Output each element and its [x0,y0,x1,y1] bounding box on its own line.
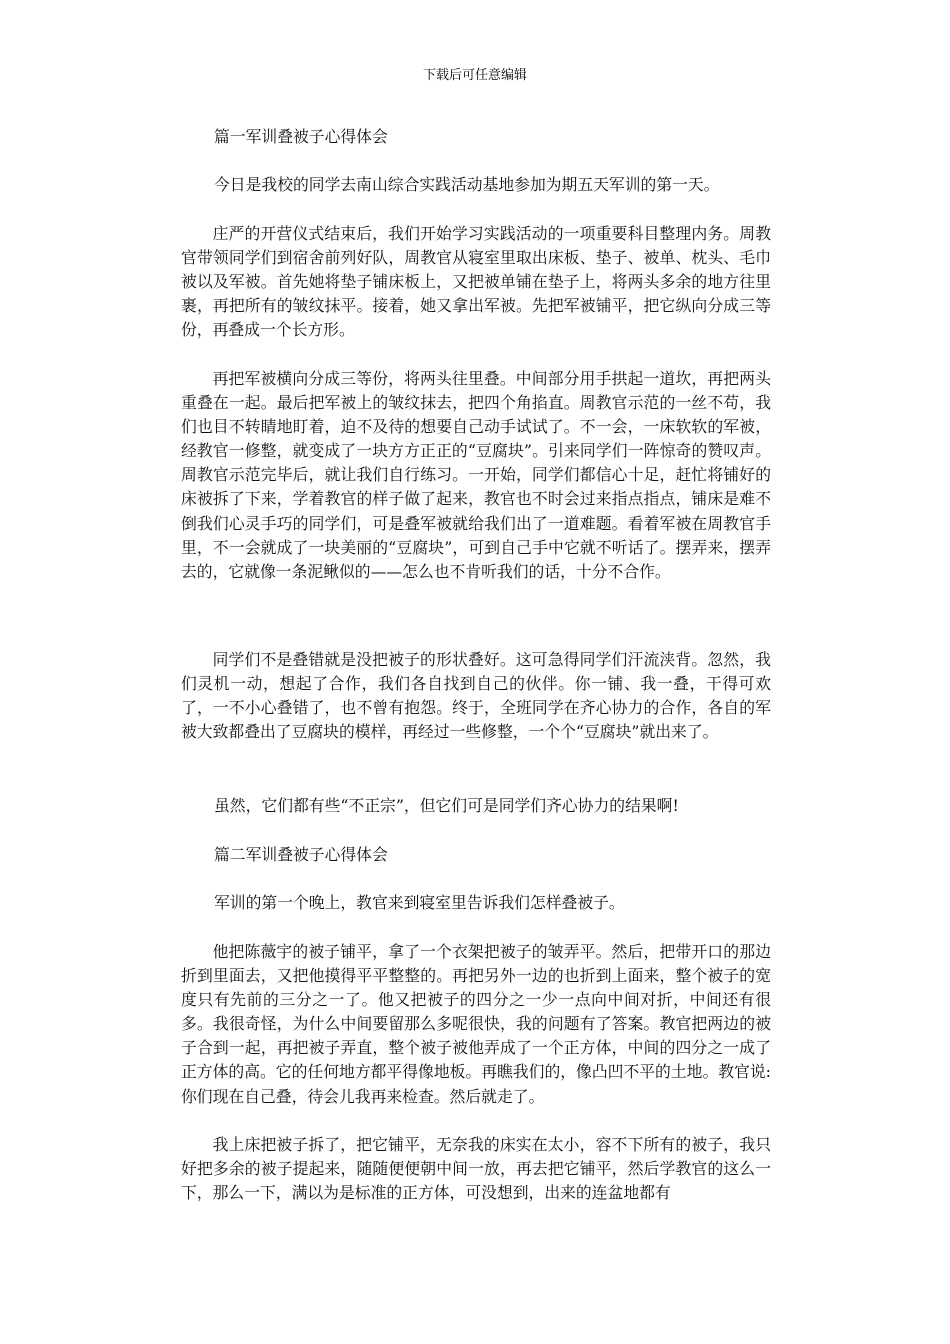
paragraph-intro: 今日是我校的同学去南山综合实践活动基地参加为期五天军训的第一天。 [214,175,720,194]
paragraph-opening-ceremony: 庄严的开营仪式结束后，我们开始学习实践活动的一项重要科目整理内务。周教官带领同学们到宿舍前列好队，周教官从寝室里取出床板、垫子、被单、枕头、毛巾被以及军被。首先她将垫子铺床板上，又把被单铺在垫子上，将两头多余的地方往里裹，再把所有的皱纹抹平。接着，她又拿出军被。先把军被铺平，把它纵向分成三等份，再叠成一个长方形。 [181,224,771,340]
paragraph-instructor-folding: 他把陈薇宇的被子铺平，拿了一个衣架把被子的皱弄平。然后，把带开口的那边折到里面去，又把他摸得平平整整的。再把另外一边的也折到上面来，整个被子的宽度只有先前的三分之一了。他又把被子的四分之一少一点向中间对折，中间还有很多。我很奇怪，为什么中间要留那么多呢很快，我的问题有了答案。教官把两边的被子合到一起，再把被子弄直，整个被子被他弄成了一个正方体，中间的四分之一成了正方体的高。它的任何地方都平得像地板。再瞧我们的，像凸凹不平的土地。教官说:你们现在自己叠，待会儿我再来检查。然后就走了。 [181,942,771,1106]
paragraph-my-attempt: 我上床把被子拆了，把它铺平，无奈我的床实在太小，容不下所有的被子，我只好把多余的被子提起来，随随便便朝中间一放，再去把它铺平，然后学教官的这么一下，那么一下，满以为是标准的正方体，可没想到，出来的连盆地都有 [181,1135,771,1203]
paragraph-conclusion: 虽然，它们都有些“不正宗”，但它们可是同学们齐心协力的结果啊! [214,796,679,815]
page-header: 下载后可任意编辑 [422,68,527,83]
section-title-2: 篇二军训叠被子心得体会 [214,845,388,864]
section-title-1: 篇一军训叠被子心得体会 [214,127,388,146]
paragraph-demonstration: 再把军被横向分成三等份，将两头往里叠。中间部分用手拱起一道坎，再把两头重叠在一起。最后把军被上的皱纹抹去，把四个角掐直。周教官示范的一丝不苟，我们也目不转睛地盯着，迫不及待的想要自己动手试试了。不一会，一床软软的军被，经教官一修整，就变成了一块方方正正的“豆腐块”。引来同学们一阵惊奇的赞叹声。周教官示范完毕后，就让我们自行练习。一开始，同学们都信心十足，赶忙将铺好的床被拆了下来，学着教官的样子做了起来，教官也不时会过来指点指点，铺床是难不倒我们心灵手巧的同学们，可是叠军被就给我们出了一道难题。看着军被在周教官手里，不一会就成了一块美丽的“豆腐块”，可到自己手中它就不听话了。摆弄来，摆弄去的，它就像一条泥鳅似的——怎么也不肯听我们的话，十分不合作。 [181,369,771,581]
paragraph-cooperation: 同学们不是叠错就是没把被子的形状叠好。这可急得同学们汗流浃背。忽然，我们灵机一动，想起了合作，我们各自找到自己的伙伴。你一铺、我一叠，干得可欢了，一不小心叠错了，也不曾有抱怨。终于，全班同学在齐心协力的合作，各自的军被大致都叠出了豆腐块的模样，再经过一些修整，一个个“豆腐块”就出来了。 [181,650,771,742]
paragraph-first-night: 军训的第一个晚上，教官来到寝室里告诉我们怎样叠被子。 [214,893,625,912]
